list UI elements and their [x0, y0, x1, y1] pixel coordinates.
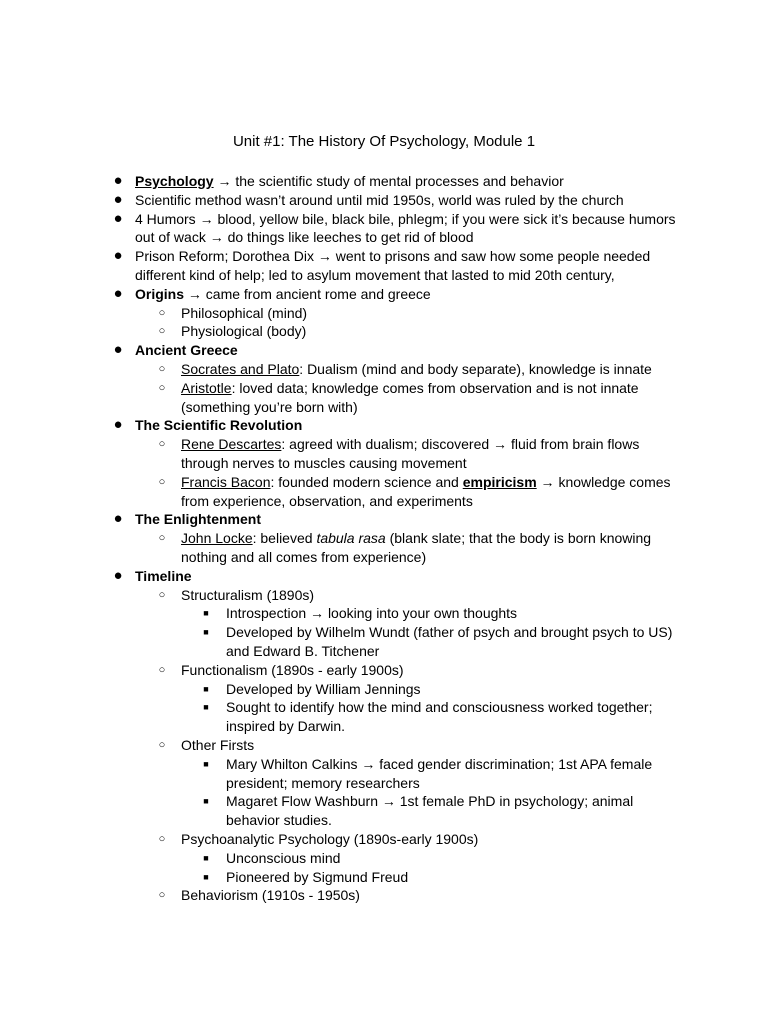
- bullet-square-icon: ■: [203, 627, 209, 638]
- bullet-circle-icon: ○: [158, 532, 166, 545]
- bullet-circle-icon: ○: [158, 588, 166, 601]
- list-item-text: Socrates and Plato: [181, 361, 300, 377]
- list-item-line: [135, 191, 624, 210]
- list-item-text: out of wack → do things like leeches to get rid of blood: [135, 229, 474, 246]
- list-item-line: [181, 661, 404, 680]
- list-item-text: Philosophical (mind): [181, 304, 308, 321]
- list-item-text: : loved data; knowledge comes from observation and is not innate: [231, 379, 639, 396]
- list-item-line: [181, 586, 314, 605]
- list-item-text: Aristotle: [181, 379, 232, 396]
- list-item-text: inspired by Darwin.: [226, 718, 346, 735]
- bullet-square-icon: ■: [203, 758, 209, 769]
- list-item-text: through nerves to muscles causing movement: [181, 455, 467, 471]
- list-item-line: [226, 792, 633, 811]
- list-item-line: [181, 492, 473, 511]
- list-item-line: [226, 680, 421, 699]
- list-item-line: [135, 510, 261, 529]
- list-item-text: : agreed with dualism; discovered → fluid from brain flows: [281, 436, 640, 453]
- list-item-text: : Dualism (mind and body separate), knowledge is innate: [299, 361, 652, 377]
- list-item-text: Ancient Greece: [135, 342, 238, 359]
- bullet-square-icon: ■: [203, 871, 209, 882]
- list-item-text: Pioneered by Sigmund Freud: [226, 868, 409, 885]
- list-item-line: [226, 755, 652, 774]
- bullet-circle-icon: ○: [158, 438, 166, 451]
- bullet-circle-icon: ○: [158, 306, 166, 319]
- list-item-line: [181, 473, 671, 492]
- list-item-text: Timeline: [135, 567, 192, 584]
- bullet-circle-icon: ○: [158, 325, 166, 338]
- list-item-line: [135, 266, 615, 285]
- bullet-square-icon: ■: [203, 796, 209, 807]
- list-item-line: [226, 642, 379, 661]
- list-item-text: Physiological (body): [181, 323, 307, 340]
- list-item-line: [135, 341, 238, 360]
- list-item-text: Magaret Flow Washburn → 1st female PhD in psychology; animal: [226, 793, 634, 810]
- list-item-text: Developed by William Jennings: [226, 680, 421, 697]
- bullet-disc-icon: ●: [113, 190, 123, 208]
- bullet-square-icon: ■: [203, 608, 209, 619]
- list-item-text: nothing and all comes from experience): [181, 549, 427, 565]
- bullet-square-icon: ■: [203, 683, 209, 694]
- list-item-text: Francis Bacon: [181, 473, 271, 490]
- bullet-disc-icon: ●: [113, 510, 123, 528]
- list-item-line: [135, 567, 192, 586]
- bullet-disc-icon: ●: [113, 247, 123, 265]
- list-item-text: 4 Humors → blood, yellow bile, black bile, phlegm; if you were sick it’s because humors: [135, 210, 676, 227]
- list-item-text: different kind of help; led to asylum movement that lasted to mid 20th century,: [135, 267, 615, 283]
- list-item-text: Functionalism (1890s - early 1900s): [181, 661, 404, 678]
- bullet-circle-icon: ○: [158, 833, 166, 845]
- list-item-line: [181, 435, 639, 454]
- list-item-text: Mary Whilton Calkins → faced gender discrimination; 1st APA female: [226, 755, 653, 772]
- list-item-text: → came from ancient rome and greece: [184, 285, 431, 302]
- bullet-square-icon: ■: [203, 852, 209, 863]
- list-item-line: [181, 736, 254, 755]
- list-item-text: Other Firsts: [181, 737, 255, 753]
- list-item-line: [226, 698, 652, 717]
- list-item-text: Psychology: [135, 173, 214, 189]
- list-item-line: [135, 172, 564, 191]
- bullet-circle-icon: ○: [158, 381, 166, 394]
- list-item-line: [226, 623, 672, 642]
- bullet-disc-icon: ●: [113, 209, 123, 227]
- list-item-text: tabula rasa: [316, 530, 386, 547]
- list-item-text: John Locke: [181, 530, 253, 547]
- list-item-line: [226, 811, 332, 830]
- list-item-text: (blank slate; that the body is born knowing: [385, 530, 652, 547]
- list-item-text: Sought to identify how the mind and consciousness worked together;: [226, 699, 653, 716]
- bullet-circle-icon: ○: [158, 663, 166, 676]
- list-item-text: (something you’re born with): [181, 398, 358, 415]
- list-item-text: Behaviorism (1910s - 1950s): [181, 887, 360, 904]
- list-item-text: The Scientific Revolution: [135, 417, 303, 434]
- page-title: Unit #1: The History Of Psychology, Module 1: [232, 133, 536, 150]
- list-item-text: : founded modern science and: [270, 473, 463, 490]
- list-item-text: Psychoanalytic Psychology (1890s-early 1900s): [181, 831, 479, 847]
- list-item-line: [181, 886, 360, 905]
- list-item-text: from experience, observation, and experiments: [181, 492, 473, 509]
- list-item-text: The Enlightenment: [135, 511, 261, 528]
- list-item-text: Scientific method wasn’t around until mid 1950s, world was ruled by the church: [135, 191, 624, 208]
- list-item-line: [226, 717, 345, 736]
- bullet-disc-icon: ●: [113, 566, 123, 584]
- list-item-line: [181, 548, 426, 567]
- list-item-text: Developed by Wilhelm Wundt (father of psych and brought psych to US): [226, 624, 673, 641]
- list-item-text: behavior studies.: [226, 812, 332, 829]
- list-item-line: [181, 360, 652, 379]
- list-item-line: [181, 379, 639, 398]
- list-item-text: Rene Descartes: [181, 436, 282, 453]
- list-item-line: [226, 849, 340, 868]
- list-item-line: [181, 322, 306, 341]
- list-item-line: [226, 774, 420, 793]
- bullet-circle-icon: ○: [158, 363, 166, 375]
- list-item-line: [226, 868, 408, 887]
- bullet-square-icon: ■: [203, 702, 209, 713]
- list-item-text: → knowledge comes: [536, 473, 671, 490]
- list-item-text: Structuralism (1890s): [181, 586, 315, 603]
- list-item-text: Origins: [135, 285, 185, 302]
- bullet-disc-icon: ●: [113, 416, 123, 434]
- bullet-disc-icon: ●: [113, 172, 123, 189]
- list-item-line: [135, 228, 474, 247]
- list-item-text: Prison Reform; Dorothea Dix → went to prisons and saw how some people needed: [135, 248, 651, 265]
- list-item-text: empiricism: [462, 473, 537, 490]
- list-item-line: [181, 529, 651, 548]
- list-item-line: [135, 285, 431, 304]
- bullet-circle-icon: ○: [158, 889, 166, 902]
- bullet-circle-icon: ○: [158, 475, 166, 488]
- list-item-line: [181, 398, 358, 417]
- list-item-text: : believed: [252, 530, 317, 547]
- list-item-line: [181, 830, 478, 849]
- list-item-line: [181, 454, 467, 473]
- list-item-line: [135, 247, 650, 266]
- bullet-disc-icon: ●: [113, 284, 123, 302]
- bullet-circle-icon: ○: [158, 739, 166, 751]
- list-item-text: president; memory researchers: [226, 774, 420, 791]
- list-item-text: → the scientific study of mental processes and behavior: [213, 173, 564, 189]
- list-item-line: [181, 304, 307, 323]
- list-item-text: Introspection → looking into your own thoughts: [226, 605, 518, 622]
- list-item-line: [135, 416, 302, 435]
- list-item-text: Unconscious mind: [226, 849, 341, 866]
- bullet-disc-icon: ●: [113, 341, 123, 359]
- list-item-line: [135, 210, 676, 229]
- list-item-text: and Edward B. Titchener: [226, 643, 380, 659]
- list-item-line: [226, 604, 517, 623]
